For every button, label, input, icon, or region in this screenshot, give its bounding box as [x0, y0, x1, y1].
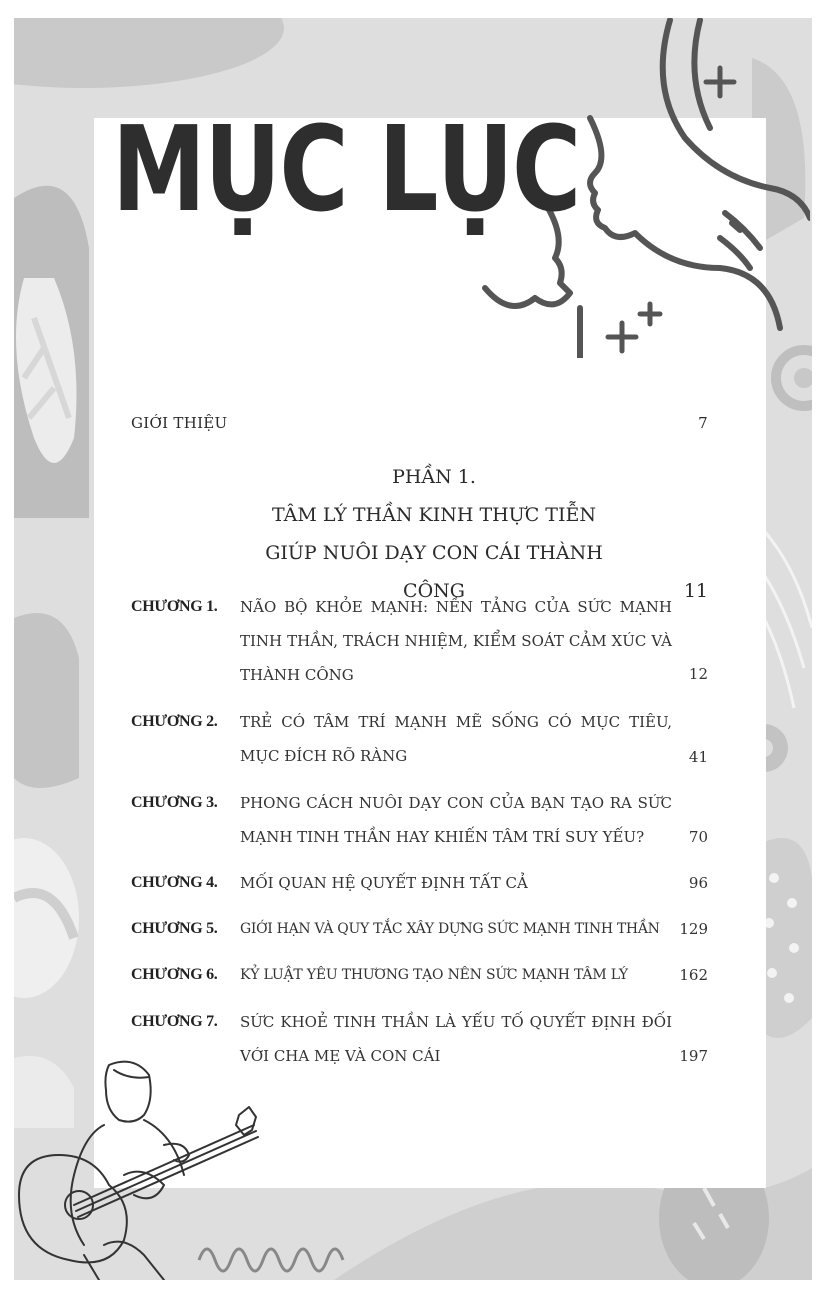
chapter-label: CHƯƠNG 6.	[131, 966, 218, 983]
chapter-label: CHƯƠNG 5.	[131, 920, 218, 937]
chapter-title: GIỚI HẠN VÀ QUY TẮC XÂY DỰNG SỨC MẠNH TINH THẦN	[240, 921, 660, 937]
toc-chapter-row[interactable]	[131, 966, 711, 996]
chapter-title: PHONG CÁCH NUÔI DẠY CON CỦA BẠN TẠO RA SỨC MẠNH TINH THẦN HAY KHIẾN TÂM TRÍ SUY YẾU?	[240, 794, 672, 846]
part-title-line-1: TÂM LÝ THẦN KINH THỰC TIỄN	[272, 504, 596, 526]
toc-chapter-row[interactable]	[131, 874, 711, 904]
chapter-page-number: 70	[688, 828, 708, 846]
toc-chapter-row[interactable]	[131, 598, 711, 698]
page-title: MỤC LỤC	[112, 100, 580, 238]
toc-intro-row[interactable]	[131, 414, 708, 432]
intro-page-number: 7	[698, 414, 708, 432]
chapter-page-number: 162	[679, 966, 708, 984]
chapter-title: MỐI QUAN HỆ QUYẾT ĐỊNH TẤT CẢ	[240, 874, 528, 892]
chapter-page-number: 129	[679, 920, 708, 938]
chapter-title: NÃO BỘ KHỎE MẠNH: NỀN TẢNG CỦA SỨC MẠNH TINH THẦN, TRÁCH NHIỆM, KIỂM SOÁT CẢM XÚC VÀ THÀNH CÔNG	[240, 598, 672, 684]
chapter-title: TRẺ CÓ TÂM TRÍ MẠNH MẼ SỐNG CÓ MỤC TIÊU, MỤC ĐÍCH RÕ RÀNG	[240, 713, 672, 765]
chapter-label: CHƯƠNG 7.	[131, 1013, 218, 1030]
toc-part-heading[interactable]	[232, 458, 708, 610]
part-number: PHẦN 1.	[392, 466, 476, 488]
toc-chapter-row[interactable]	[131, 713, 711, 779]
chapter-label: CHƯƠNG 4.	[131, 874, 218, 891]
chapter-title: SỨC KHOẺ TINH THẦN LÀ YẾU TỐ QUYẾT ĐỊNH ĐỐI VỚI CHA MẸ VÀ CON CÁI	[240, 1013, 672, 1065]
chapter-label: CHƯƠNG 1.	[131, 598, 218, 615]
toc-chapter-row[interactable]	[131, 920, 711, 950]
chapter-title: KỶ LUẬT YÊU THƯƠNG TẠO NÊN SỨC MẠNH TÂM LÝ	[240, 967, 628, 983]
chapter-page-number: 12	[688, 665, 708, 683]
toc-chapter-row[interactable]	[131, 1013, 711, 1079]
chapter-page-number: 96	[688, 874, 708, 892]
guitarist-illustration-icon	[14, 1055, 374, 1280]
part-page-number: 11	[683, 580, 708, 602]
chapter-page-number: 41	[688, 748, 708, 766]
intro-label: GIỚI THIỆU	[131, 414, 228, 432]
chapter-label: CHƯƠNG 3.	[131, 794, 218, 811]
toc-chapter-row[interactable]	[131, 794, 711, 860]
chapter-label: CHƯƠNG 2.	[131, 713, 218, 730]
chapter-page-number: 197	[679, 1047, 708, 1065]
part-title-line-2: GIÚP NUÔI DẠY CON CÁI THÀNH CÔNG	[265, 542, 603, 602]
